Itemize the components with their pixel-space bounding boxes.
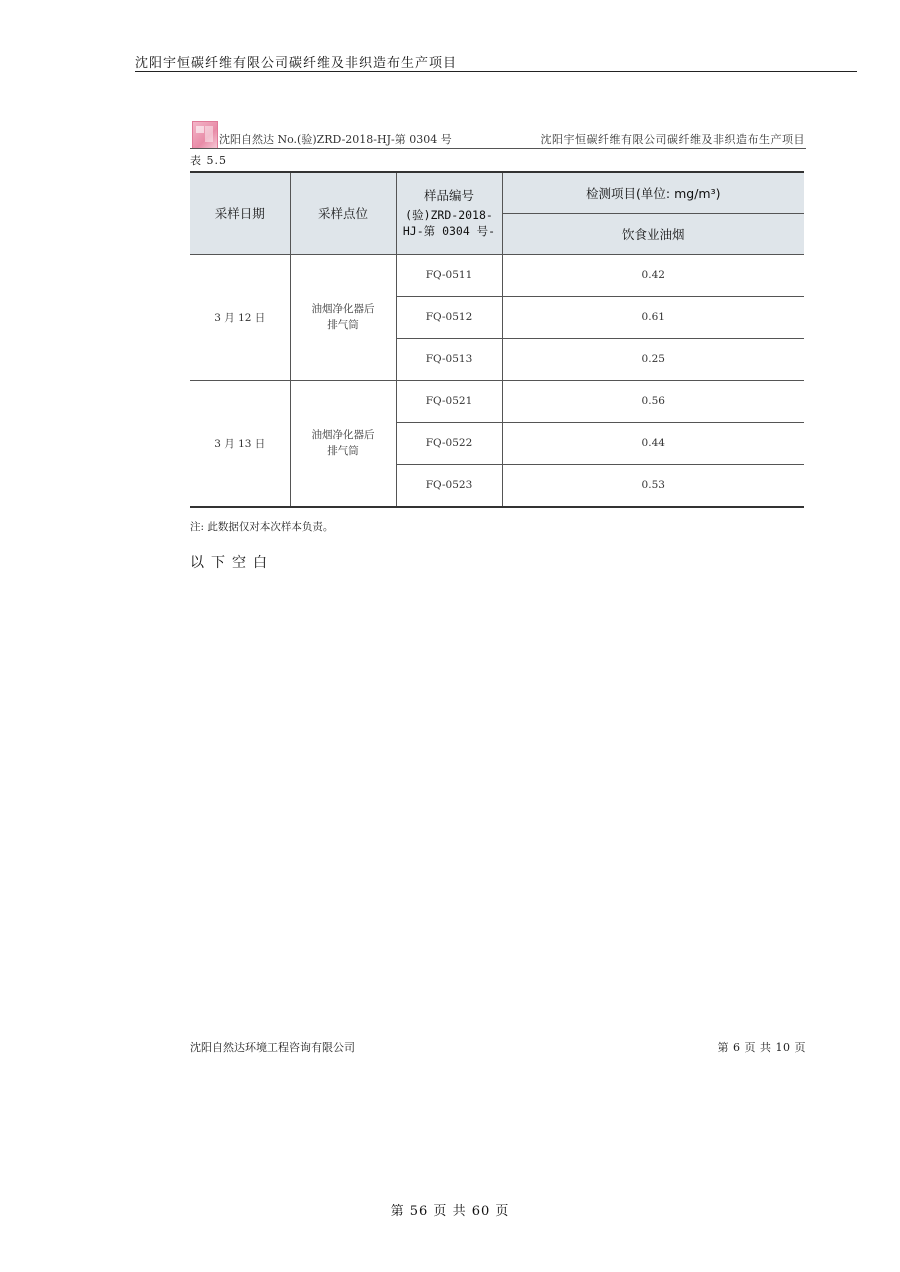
table-note: 注: 此数据仅对本次样本负责。 <box>190 521 334 533</box>
date-cell: 3 月 12 日 <box>190 254 290 380</box>
value-cell: 0.61 <box>502 296 804 338</box>
sample-cell: FQ-0522 <box>396 422 502 464</box>
inner-project-title: 沈阳宇恒碳纤维有限公司碳纤维及非织造布生产项目 <box>540 133 805 146</box>
company-seal-logo-icon <box>192 121 218 149</box>
table-label: 表 5.5 <box>190 154 227 167</box>
header-sample-number <box>396 172 502 254</box>
sample-cell: FQ-0511 <box>396 254 502 296</box>
header-sample-number-label: 样品编号 <box>423 187 474 203</box>
location-line: 排气筒 <box>327 445 359 457</box>
header-test-items: 检测项目(单位: mg/m³) <box>502 172 804 213</box>
sample-cell: FQ-0513 <box>396 338 502 380</box>
footer-company: 沈阳自然达环境工程咨询有限公司 <box>190 1041 355 1054</box>
sample-cell: FQ-0512 <box>396 296 502 338</box>
header-sample-number-code: (验)ZRD-2018-HJ-第 0304 号- <box>402 207 496 238</box>
date-cell: 3 月 13 日 <box>190 380 290 507</box>
table-row <box>190 254 804 296</box>
results-table <box>190 171 804 508</box>
page-number: 第 56 页 共 60 页 <box>390 1204 510 1219</box>
location-cell <box>290 254 396 380</box>
table-row <box>190 380 804 422</box>
location-cell <box>290 380 396 507</box>
value-cell: 0.25 <box>502 338 804 380</box>
value-cell: 0.53 <box>502 464 804 507</box>
location-line: 排气筒 <box>327 319 359 331</box>
document-header-title: 沈阳宇恒碳纤维有限公司碳纤维及非织造布生产项目 <box>135 56 458 71</box>
header-item-cooking-fume: 饮食业油烟 <box>502 213 804 254</box>
value-cell: 0.42 <box>502 254 804 296</box>
footer-sub-page-number: 第 6 页 共 10 页 <box>717 1041 806 1054</box>
inner-header-divider <box>190 148 806 149</box>
header-sampling-location: 采样点位 <box>290 172 396 254</box>
location-line: 油烟净化器后 <box>311 429 375 441</box>
sample-cell: FQ-0521 <box>396 380 502 422</box>
header-sampling-date: 采样日期 <box>190 172 290 254</box>
blank-below-text: 以下空白 <box>190 555 274 571</box>
header-divider <box>135 71 857 72</box>
value-cell: 0.44 <box>502 422 804 464</box>
value-cell: 0.56 <box>502 380 804 422</box>
report-number: 沈阳自然达 No.(验)ZRD-2018-HJ-第 0304 号 <box>219 133 452 146</box>
location-line: 油烟净化器后 <box>311 303 375 315</box>
sample-cell: FQ-0523 <box>396 464 502 507</box>
